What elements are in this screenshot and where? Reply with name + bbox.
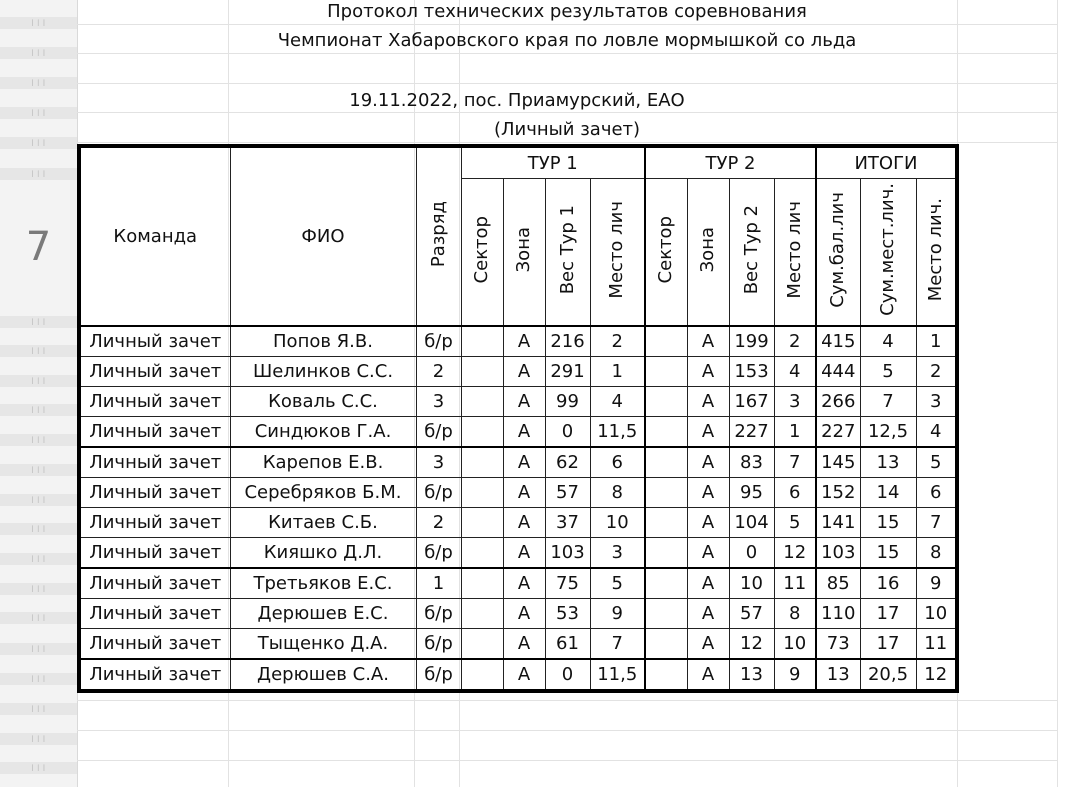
- table-cell[interactable]: 227: [729, 417, 774, 448]
- table-cell[interactable]: 11,5: [590, 659, 645, 691]
- table-cell[interactable]: 4: [590, 387, 645, 417]
- table-cell[interactable]: Личный зачет: [79, 538, 230, 569]
- header-sector-1[interactable]: Сектор: [461, 179, 503, 327]
- table-cell[interactable]: 291: [545, 357, 590, 387]
- table-cell[interactable]: 61: [545, 629, 590, 660]
- table-cell[interactable]: 0: [545, 659, 590, 691]
- table-cell[interactable]: 5: [590, 568, 645, 599]
- grip-icon: ❘❘❘: [30, 584, 48, 593]
- table-cell[interactable]: б/р: [416, 478, 461, 508]
- table-cell[interactable]: 1: [590, 357, 645, 387]
- table-cell[interactable]: А: [687, 568, 729, 599]
- table-cell[interactable]: [645, 659, 687, 691]
- grip-icon: ❘❘❘: [30, 674, 48, 683]
- table-cell[interactable]: А: [503, 447, 545, 478]
- table-cell[interactable]: 99: [545, 387, 590, 417]
- table-cell[interactable]: Личный зачет: [79, 629, 230, 660]
- table-cell[interactable]: 5: [860, 357, 916, 387]
- table-cell[interactable]: [461, 447, 503, 478]
- row-number[interactable]: 7: [25, 224, 52, 270]
- row-handle[interactable]: [0, 316, 77, 328]
- grip-icon: ❘❘❘: [30, 554, 48, 563]
- table-cell[interactable]: 13: [816, 659, 860, 691]
- table-cell[interactable]: 3: [916, 387, 957, 417]
- table-cell[interactable]: 110: [816, 599, 860, 629]
- table-cell[interactable]: А: [503, 478, 545, 508]
- table-cell[interactable]: 9: [774, 659, 816, 691]
- table-cell[interactable]: 3: [590, 538, 645, 569]
- table-cell[interactable]: [645, 326, 687, 357]
- table-cell[interactable]: [461, 357, 503, 387]
- table-cell[interactable]: 2: [916, 357, 957, 387]
- table-cell[interactable]: 6: [590, 447, 645, 478]
- header-place-final[interactable]: Место лич.: [916, 179, 957, 327]
- table-cell[interactable]: Серебряков Б.М.: [230, 478, 416, 508]
- date-location: 19.11.2022, пос. Приамурский, ЕАО: [349, 90, 685, 111]
- table-cell[interactable]: Шелинков С.С.: [230, 357, 416, 387]
- table-cell[interactable]: 12,5: [860, 417, 916, 448]
- table-cell[interactable]: А: [687, 447, 729, 478]
- table-cell[interactable]: Личный зачет: [79, 417, 230, 448]
- grid-hline: [77, 24, 1057, 25]
- grip-icon: ❘❘❘: [30, 18, 48, 27]
- table-cell[interactable]: 199: [729, 326, 774, 357]
- table-cell[interactable]: [645, 387, 687, 417]
- grip-icon: ❘❘❘: [30, 346, 48, 355]
- table-cell[interactable]: 9: [916, 568, 957, 599]
- table-cell[interactable]: [461, 568, 503, 599]
- table-cell[interactable]: [461, 417, 503, 448]
- grid-hline: [77, 53, 1057, 54]
- table-cell[interactable]: А: [503, 629, 545, 660]
- grip-icon: ❘❘❘: [30, 704, 48, 713]
- table-cell[interactable]: 12: [774, 538, 816, 569]
- header-zone-2[interactable]: Зона: [687, 179, 729, 327]
- grid-hline: [77, 142, 1057, 143]
- table-cell[interactable]: Личный зачет: [79, 326, 230, 357]
- table-cell[interactable]: Тыщенко Д.А.: [230, 629, 416, 660]
- table-cell[interactable]: Личный зачет: [79, 659, 230, 691]
- header-name[interactable]: ФИО: [230, 146, 416, 326]
- grip-icon: ❘❘❘: [30, 138, 48, 147]
- table-row: [79, 387, 957, 417]
- table-cell[interactable]: А: [687, 508, 729, 538]
- table-cell[interactable]: А: [687, 357, 729, 387]
- table-cell[interactable]: 2: [416, 357, 461, 387]
- table-cell[interactable]: Кияшко Д.Л.: [230, 538, 416, 569]
- table-row: [79, 659, 957, 691]
- grip-icon: ❘❘❘: [30, 48, 48, 57]
- table-cell[interactable]: Личный зачет: [79, 568, 230, 599]
- table-cell[interactable]: Личный зачет: [79, 357, 230, 387]
- row-handle[interactable]: [0, 733, 77, 745]
- row-handle[interactable]: [0, 404, 77, 416]
- protocol-title: Протокол технических результатов соревнования: [327, 1, 807, 22]
- table-cell[interactable]: 6: [774, 478, 816, 508]
- header-place-1[interactable]: Место лич: [590, 179, 645, 327]
- table-cell[interactable]: б/р: [416, 599, 461, 629]
- table-cell[interactable]: Личный зачет: [79, 478, 230, 508]
- table-cell[interactable]: [461, 538, 503, 569]
- table-cell[interactable]: б/р: [416, 417, 461, 448]
- table-cell[interactable]: 4: [916, 417, 957, 448]
- table-cell[interactable]: 0: [729, 538, 774, 569]
- table-cell[interactable]: 15: [860, 508, 916, 538]
- table-cell[interactable]: [645, 629, 687, 660]
- table-row: [79, 326, 957, 357]
- table-cell[interactable]: Синдюков Г.А.: [230, 417, 416, 448]
- row-handle[interactable]: [0, 762, 77, 774]
- row-handle[interactable]: [0, 375, 77, 387]
- grip-icon: ❘❘❘: [30, 734, 48, 743]
- table-cell[interactable]: 0: [545, 417, 590, 448]
- table-cell[interactable]: А: [687, 659, 729, 691]
- table-cell[interactable]: 16: [860, 568, 916, 599]
- grip-icon: ❘❘❘: [30, 435, 48, 444]
- table-cell[interactable]: Личный зачет: [79, 508, 230, 538]
- table-cell[interactable]: 10: [774, 629, 816, 660]
- table-cell[interactable]: 141: [816, 508, 860, 538]
- table-cell[interactable]: 1: [774, 417, 816, 448]
- table-cell[interactable]: 3: [774, 387, 816, 417]
- table-cell[interactable]: 2: [774, 326, 816, 357]
- row-handle[interactable]: [0, 464, 77, 476]
- header-totals[interactable]: ИТОГИ: [816, 146, 957, 179]
- table-cell[interactable]: 14: [860, 478, 916, 508]
- table-cell[interactable]: Попов Я.В.: [230, 326, 416, 357]
- table-cell[interactable]: [461, 326, 503, 357]
- grip-icon: ❘❘❘: [30, 78, 48, 87]
- row-handle[interactable]: [0, 494, 77, 506]
- table-cell[interactable]: 8: [590, 478, 645, 508]
- table-cell[interactable]: 4: [860, 326, 916, 357]
- table-row: [79, 478, 957, 508]
- row-handle[interactable]: [0, 77, 77, 89]
- table-cell[interactable]: А: [687, 326, 729, 357]
- table-cell[interactable]: 57: [729, 599, 774, 629]
- header-sector-2[interactable]: Сектор: [645, 179, 687, 327]
- table-cell[interactable]: Третьяков Е.С.: [230, 568, 416, 599]
- table-cell[interactable]: 8: [916, 538, 957, 569]
- table-cell[interactable]: 104: [729, 508, 774, 538]
- row-handle[interactable]: [0, 434, 77, 446]
- grid-hline: [77, 83, 1057, 84]
- table-cell[interactable]: А: [687, 538, 729, 569]
- table-cell[interactable]: [461, 478, 503, 508]
- table-cell[interactable]: А: [687, 478, 729, 508]
- table-cell[interactable]: Личный зачет: [79, 387, 230, 417]
- table-cell[interactable]: Личный зачет: [79, 599, 230, 629]
- table-cell[interactable]: А: [503, 568, 545, 599]
- table-cell[interactable]: А: [503, 599, 545, 629]
- table-cell[interactable]: 3: [416, 447, 461, 478]
- table-cell[interactable]: А: [503, 659, 545, 691]
- grip-icon: ❘❘❘: [30, 376, 48, 385]
- table-cell[interactable]: б/р: [416, 326, 461, 357]
- table-cell[interactable]: Дерюшев С.А.: [230, 659, 416, 691]
- grip-icon: ❘❘❘: [30, 524, 48, 533]
- grid-hline: [77, 730, 1057, 731]
- grid-hline: [77, 112, 1057, 113]
- grip-icon: ❘❘❘: [30, 317, 48, 326]
- table-cell[interactable]: 153: [729, 357, 774, 387]
- row-header-gutter: [0, 0, 78, 787]
- table-cell[interactable]: А: [687, 599, 729, 629]
- table-cell[interactable]: [461, 629, 503, 660]
- row-handle[interactable]: [0, 612, 77, 624]
- table-cell[interactable]: [645, 538, 687, 569]
- table-cell[interactable]: [645, 478, 687, 508]
- table-cell[interactable]: [461, 659, 503, 691]
- table-cell[interactable]: 6: [916, 478, 957, 508]
- table-cell[interactable]: 13: [729, 659, 774, 691]
- header-zone-1[interactable]: Зона: [503, 179, 545, 327]
- table-cell[interactable]: 103: [545, 538, 590, 569]
- table-cell[interactable]: А: [503, 357, 545, 387]
- grip-icon: ❘❘❘: [30, 763, 48, 772]
- grip-icon: ❘❘❘: [30, 495, 48, 504]
- table-cell[interactable]: 73: [816, 629, 860, 660]
- grid-hline: [77, 760, 1057, 761]
- table-cell[interactable]: 57: [545, 478, 590, 508]
- spreadsheet-area[interactable]: [77, 0, 1080, 787]
- results-body: [79, 326, 957, 691]
- header-tour1[interactable]: ТУР 1: [461, 146, 645, 179]
- table-cell[interactable]: А: [503, 538, 545, 569]
- table-cell[interactable]: А: [503, 417, 545, 448]
- table-cell[interactable]: б/р: [416, 538, 461, 569]
- grip-icon: ❘❘❘: [30, 108, 48, 117]
- table-cell[interactable]: 10: [590, 508, 645, 538]
- table-cell[interactable]: 17: [860, 629, 916, 660]
- table-cell[interactable]: 13: [860, 447, 916, 478]
- table-cell[interactable]: 53: [545, 599, 590, 629]
- table-cell[interactable]: 15: [860, 538, 916, 569]
- table-cell[interactable]: 167: [729, 387, 774, 417]
- table-cell[interactable]: [645, 357, 687, 387]
- table-cell[interactable]: А: [503, 326, 545, 357]
- table-cell[interactable]: 1: [916, 326, 957, 357]
- table-cell[interactable]: [645, 508, 687, 538]
- row-handle[interactable]: [0, 523, 77, 535]
- table-cell[interactable]: 103: [816, 538, 860, 569]
- grip-icon: ❘❘❘: [30, 613, 48, 622]
- row-handle[interactable]: [0, 553, 77, 565]
- table-cell[interactable]: 444: [816, 357, 860, 387]
- table-cell[interactable]: А: [503, 508, 545, 538]
- table-row: [79, 357, 957, 387]
- table-cell[interactable]: Дерюшев Е.С.: [230, 599, 416, 629]
- table-cell[interactable]: 7: [590, 629, 645, 660]
- table-cell[interactable]: 2: [590, 326, 645, 357]
- grip-icon: ❘❘❘: [30, 465, 48, 474]
- table-cell[interactable]: А: [687, 387, 729, 417]
- table-cell[interactable]: 227: [816, 417, 860, 448]
- table-cell[interactable]: 7: [916, 508, 957, 538]
- table-cell[interactable]: 5: [916, 447, 957, 478]
- grip-icon: ❘❘❘: [30, 644, 48, 653]
- row-handle[interactable]: [0, 17, 77, 29]
- header-weight-1[interactable]: Вес Тур 1: [545, 179, 590, 327]
- table-cell[interactable]: 85: [816, 568, 860, 599]
- table-cell[interactable]: 9: [590, 599, 645, 629]
- table-cell[interactable]: А: [503, 387, 545, 417]
- table-row: [79, 629, 957, 660]
- table-cell[interactable]: 62: [545, 447, 590, 478]
- table-cell[interactable]: б/р: [416, 659, 461, 691]
- row-handle[interactable]: [0, 168, 77, 180]
- row-handle[interactable]: [0, 47, 77, 59]
- row-handle[interactable]: [0, 107, 77, 119]
- category-title: (Личный зачет): [493, 119, 641, 140]
- table-row: [79, 417, 957, 448]
- championship-title: Чемпионат Хабаровского края по ловле мормышкой со льда: [277, 30, 857, 51]
- header-place-2[interactable]: Место лич: [774, 179, 816, 327]
- table-cell[interactable]: 20,5: [860, 659, 916, 691]
- table-cell[interactable]: 4: [774, 357, 816, 387]
- table-cell[interactable]: Карепов Е.В.: [230, 447, 416, 478]
- table-cell[interactable]: 12: [916, 659, 957, 691]
- table-cell[interactable]: 10: [729, 568, 774, 599]
- table-cell[interactable]: 75: [545, 568, 590, 599]
- table-row: [79, 568, 957, 599]
- row-handle[interactable]: [0, 643, 77, 655]
- table-cell[interactable]: 11: [774, 568, 816, 599]
- table-cell[interactable]: 152: [816, 478, 860, 508]
- grid-vline: [1057, 0, 1058, 787]
- table-cell[interactable]: 17: [860, 599, 916, 629]
- table-cell[interactable]: 83: [729, 447, 774, 478]
- header-team[interactable]: Команда: [79, 146, 230, 326]
- results-table: [77, 144, 959, 693]
- table-cell[interactable]: [461, 599, 503, 629]
- header-sum-places[interactable]: Сум.мест.лич.: [860, 179, 916, 327]
- table-cell[interactable]: [461, 387, 503, 417]
- table-row: [79, 599, 957, 629]
- table-cell[interactable]: [645, 417, 687, 448]
- row-handle[interactable]: [0, 137, 77, 149]
- table-cell[interactable]: Китаев С.Б.: [230, 508, 416, 538]
- table-cell[interactable]: 145: [816, 447, 860, 478]
- table-cell[interactable]: 12: [729, 629, 774, 660]
- table-cell[interactable]: 11: [916, 629, 957, 660]
- table-cell[interactable]: 7: [860, 387, 916, 417]
- table-cell[interactable]: [461, 508, 503, 538]
- table-cell[interactable]: [645, 568, 687, 599]
- row-handle[interactable]: [0, 703, 77, 715]
- header-weight-2[interactable]: Вес Тур 2: [729, 179, 774, 327]
- table-cell[interactable]: Личный зачет: [79, 447, 230, 478]
- table-row: [79, 447, 957, 478]
- row-handle[interactable]: [0, 583, 77, 595]
- table-cell[interactable]: 3: [416, 387, 461, 417]
- header-tour2[interactable]: ТУР 2: [645, 146, 816, 179]
- table-cell[interactable]: 10: [916, 599, 957, 629]
- table-cell[interactable]: А: [687, 417, 729, 448]
- grip-icon: ❘❘❘: [30, 169, 48, 178]
- table-cell[interactable]: 5: [774, 508, 816, 538]
- table-cell[interactable]: 7: [774, 447, 816, 478]
- table-cell[interactable]: 1: [416, 568, 461, 599]
- header-rank[interactable]: Разряд: [416, 146, 461, 326]
- table-cell[interactable]: 8: [774, 599, 816, 629]
- table-cell[interactable]: [645, 447, 687, 478]
- table-cell[interactable]: 11,5: [590, 417, 645, 448]
- table-cell[interactable]: 266: [816, 387, 860, 417]
- grip-icon: ❘❘❘: [30, 405, 48, 414]
- grid-hline: [77, 700, 1057, 701]
- table-cell[interactable]: 415: [816, 326, 860, 357]
- table-cell[interactable]: 95: [729, 478, 774, 508]
- header-sum-points[interactable]: Сум.бал.лич: [816, 179, 860, 327]
- row-handle[interactable]: [0, 345, 77, 357]
- table-cell[interactable]: А: [687, 629, 729, 660]
- table-cell[interactable]: б/р: [416, 629, 461, 660]
- table-row: [79, 538, 957, 569]
- table-cell[interactable]: 2: [416, 508, 461, 538]
- table-cell[interactable]: 216: [545, 326, 590, 357]
- row-handle[interactable]: [0, 673, 77, 685]
- table-cell[interactable]: [645, 599, 687, 629]
- table-cell[interactable]: Коваль С.С.: [230, 387, 416, 417]
- table-row: [79, 508, 957, 538]
- table-cell[interactable]: 37: [545, 508, 590, 538]
